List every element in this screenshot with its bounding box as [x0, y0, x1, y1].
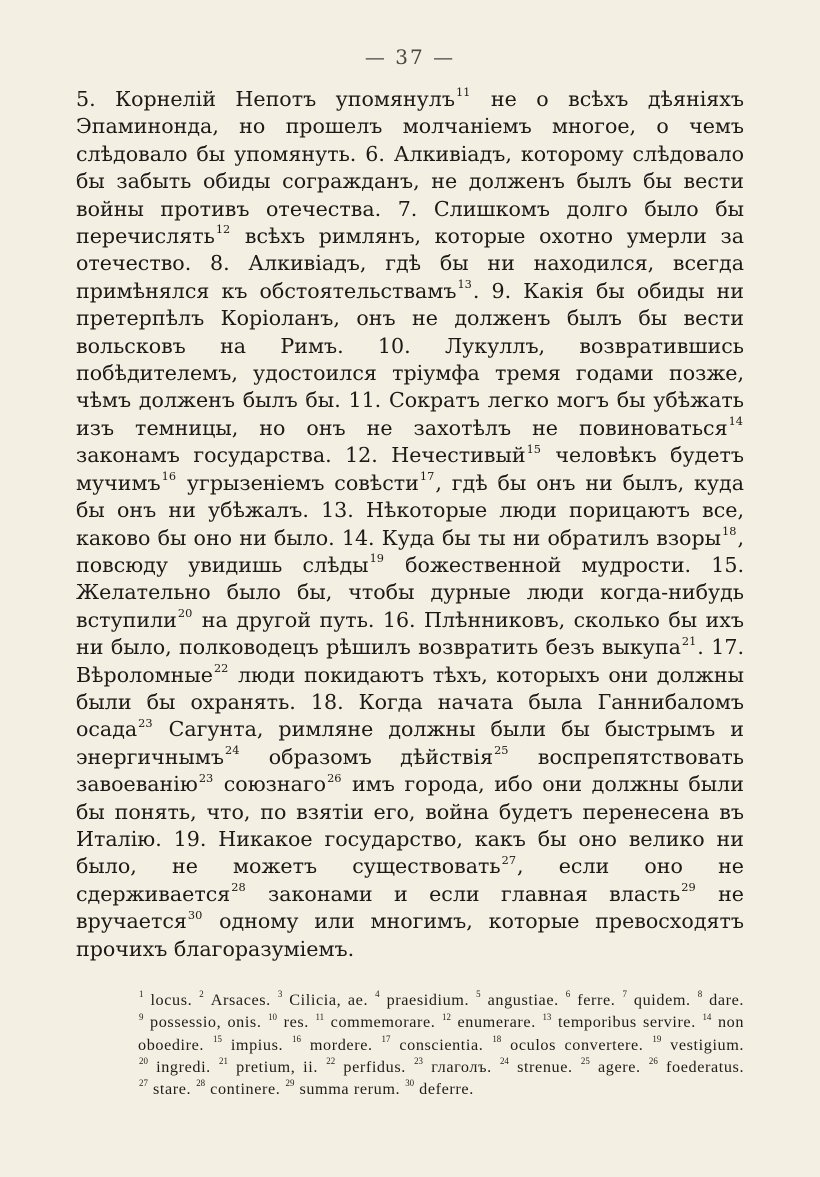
footnote-reference: 21: [681, 633, 697, 648]
footnote-item: [212, 1033, 284, 1054]
text-run: законамъ государства. 12. Нечестивый: [76, 443, 526, 468]
footnote-reference: 12: [215, 222, 231, 237]
footnote-number: 3: [277, 989, 283, 1000]
footnote-number: 17: [381, 1033, 391, 1044]
footnote-item: [651, 1033, 745, 1054]
footnote-text: foederatus.: [666, 1057, 745, 1076]
footnote-number: 24: [499, 1056, 509, 1067]
footnote-item: [404, 1080, 474, 1098]
footnote-item: [580, 1058, 641, 1076]
footnote-text: mordere.: [309, 1035, 373, 1054]
footnote-number: 11: [315, 1011, 325, 1022]
footnote-text: possessio, onis.: [150, 1013, 262, 1032]
footnote-number: 27: [139, 1078, 148, 1089]
footnote-text: oculos convertere.: [510, 1035, 644, 1054]
footnote-number: 5: [476, 989, 481, 1000]
footnote-text: vestigium.: [670, 1035, 745, 1054]
text-run: . 9. Какія бы обиды ни претерпѣлъ Коріоланъ, онъ не долженъ былъ бы вести вольсковъ на Римъ. 10. Лукуллъ, возвратившись побѣдителемъ, удостоился тріумфа тремя годами позже, чѣмъ долженъ былъ бы. 11. Сократъ легко могъ бы убѣжать изъ темницы, но онъ не захотѣлъ не повиноваться: [76, 278, 744, 440]
footnote-text: ingredi.: [156, 1057, 211, 1076]
footnote-text: pretium, ii.: [236, 1057, 319, 1076]
footnote-number: 2: [199, 989, 204, 1000]
footnote-item: [267, 1013, 309, 1031]
text-run: человѣкъ будетъ мучимъ: [76, 443, 744, 495]
text-run: одному или многимъ, которые превосходятъ прочихъ благоразуміемъ.: [76, 909, 744, 961]
footnote-number: 23: [414, 1056, 423, 1067]
footnote-reference: 18: [722, 523, 737, 538]
footnote-number: 6: [565, 989, 571, 1000]
footnote-number: 9: [139, 1011, 144, 1022]
footnote-text: non oboedire.: [138, 1013, 745, 1054]
footnote-number: 10: [268, 1011, 277, 1022]
footnote-item: [277, 991, 368, 1009]
text-run: 5. Корнелій Непотъ упомянулъ: [76, 87, 455, 111]
footnote-reference: 22: [213, 660, 229, 675]
footnote-text: quidem.: [633, 991, 691, 1009]
footnote-number: 29: [285, 1078, 295, 1089]
text-run: , гдѣ бы онъ ни былъ, куда бы онъ ни убѣжалъ. 13. Нѣкоторые люди порицаютъ все, каково бы оно ни было. 14. Куда бы ты ни обратилъ взоры: [76, 470, 744, 550]
footnote-item: [491, 1033, 644, 1054]
text-run: законами и если главная власть: [246, 881, 681, 906]
footnote-reference: 30: [187, 907, 203, 922]
footnote-number: 18: [492, 1033, 502, 1044]
footnote-item: [413, 1058, 492, 1076]
footnote-text: locus.: [150, 991, 193, 1009]
footnote-item: [374, 991, 469, 1009]
footnote-reference: 29: [681, 880, 696, 895]
footnote-text: stare.: [152, 1080, 192, 1099]
footnote-text: deferre.: [419, 1080, 474, 1099]
text-run: , повсюду увидишь слѣды: [76, 525, 744, 577]
footnote-item: [565, 991, 616, 1009]
footnote-text: impius.: [230, 1035, 284, 1054]
text-run: не вручается: [76, 881, 744, 934]
footnote-text: commemorare.: [330, 1013, 436, 1032]
footnote-number: 28: [196, 1078, 206, 1089]
text-run: божественной мудрости. 15. Желательно было бы, чтобы дурные люди когда-нибудь вступили: [76, 552, 744, 632]
footnotes-block: [76, 989, 744, 1100]
footnote-text: enumerare.: [457, 1013, 536, 1032]
footnote-text: ferre.: [577, 991, 616, 1009]
footnote-number: 19: [652, 1033, 662, 1044]
footnote-text: conscientia.: [399, 1035, 484, 1054]
footnote-reference: 17: [419, 469, 435, 484]
footnote-number: 21: [219, 1056, 228, 1067]
footnote-item: [325, 1058, 406, 1076]
footnote-item: [441, 1013, 536, 1031]
footnote-number: 15: [213, 1033, 222, 1044]
footnote-text: praesidium.: [386, 991, 470, 1009]
footnote-item: [648, 1058, 744, 1076]
footnote-reference: 13: [457, 277, 472, 292]
footnote-item: [285, 1080, 401, 1098]
footnote-number: 8: [697, 989, 703, 1000]
footnote-number: 16: [292, 1033, 301, 1044]
footnote-text: continere.: [210, 1080, 281, 1099]
footnote-number: 12: [442, 1011, 451, 1022]
footnote-item: [499, 1058, 573, 1076]
footnote-reference: 14: [728, 414, 743, 429]
text-run: угрызеніемъ совѣсти: [177, 470, 419, 495]
footnote-number: 25: [580, 1056, 590, 1067]
footnote-reference: 16: [161, 469, 177, 484]
footnote-item: [195, 1080, 280, 1098]
footnote-reference: 23: [138, 715, 153, 730]
footnote-reference: 28: [231, 880, 246, 895]
footnote-item: [621, 991, 690, 1009]
footnote-item: [138, 1013, 261, 1031]
footnote-reference: 26: [327, 770, 342, 785]
text-run: не о всѣхъ дѣяніяхъ Эпаминонда, но прошелъ молчаніемъ многое, о чемъ слѣдовало бы упомянуть. 6. Алкивіадъ, которому слѣдовало бы забыть обиды согражданъ, не долженъ былъ бы вести войны противъ отечества. 7. Слишкомъ долго было бы перечислять: [76, 87, 744, 249]
footnote-reference: 24: [225, 743, 240, 758]
footnote-reference: 23: [198, 770, 214, 785]
footnote-number: 14: [702, 1011, 712, 1022]
footnote-item: [138, 991, 192, 1009]
footnote-item: [138, 1058, 211, 1076]
footnote-number: 13: [542, 1011, 552, 1022]
footnote-text: strenue.: [517, 1057, 573, 1076]
text-run: на другой путь. 16. Плѣнниковъ, сколько бы ихъ ни было, полководецъ рѣшилъ возвратить безъ выкупа: [76, 607, 744, 660]
footnote-item: [381, 1033, 484, 1054]
text-run: , если оно не сдерживается: [76, 854, 744, 906]
text-run: люди покидаютъ тѣхъ, которыхъ они должны были бы охранять. 18. Когда начата была Ганнибаломъ осада: [76, 662, 744, 742]
footnote-number: 4: [375, 989, 380, 1000]
footnote-reference: 20: [177, 606, 193, 621]
footnote-reference: 19: [369, 551, 384, 566]
footnote-item: [138, 1080, 191, 1098]
footnote-text: Arsaces.: [210, 991, 271, 1009]
page-number: — 37 —: [364, 45, 456, 69]
footnote-item: [697, 991, 744, 1009]
footnote-item: [291, 1033, 373, 1054]
footnote-text: temporibus servire.: [557, 1013, 696, 1032]
main-text-paragraph: [76, 86, 744, 963]
footnote-reference: 27: [501, 852, 517, 867]
text-run: образомъ дѣйствія: [240, 744, 494, 769]
footnote-reference: 11: [455, 85, 471, 100]
footnote-text: agere.: [598, 1057, 641, 1076]
footnote-text: perfidus.: [343, 1057, 406, 1076]
footnote-item: [218, 1058, 318, 1076]
footnote-number: 7: [622, 989, 627, 1000]
footnote-number: 30: [405, 1078, 415, 1089]
footnote-reference: 15: [526, 441, 541, 456]
footnote-text: res.: [283, 1013, 309, 1032]
text-run: всѣхъ римлянъ, которые охотно умерли за отечество. 8. Алкивіадъ, гдѣ бы ни находился, всегда примѣнялся къ обстоятельствамъ: [76, 224, 744, 303]
footnote-text: summa rerum.: [299, 1080, 401, 1099]
footnote-text: angustiae.: [487, 991, 559, 1009]
footnote-number: 1: [139, 989, 144, 1000]
footnote-number: 26: [648, 1056, 658, 1067]
footnote-number: 22: [326, 1056, 336, 1067]
footnote-reference: 25: [494, 743, 509, 758]
footnote-text: глаголъ.: [431, 1057, 492, 1076]
text-run: имъ города, ибо они должны были бы понять, что, по взятіи его, война будетъ перенесена въ Италію. 19. Никакое государство, какъ бы оно велико ни было, не можетъ существовать: [76, 772, 744, 879]
text-run: Сагунта, римляне должны были бы быстрымъ и энергичнымъ: [76, 717, 744, 769]
footnote-item: [315, 1013, 436, 1031]
footnote-number: 20: [139, 1056, 148, 1067]
text-run: воспрепятствовать завоеванію: [76, 744, 744, 797]
text-run: союзнаго: [214, 772, 327, 797]
footnote-item: [198, 991, 271, 1009]
footnote-item: [475, 991, 559, 1009]
text-run: . 17. Вѣроломные: [76, 635, 744, 687]
footnote-item: [541, 1013, 695, 1031]
footnote-text: dare.: [709, 991, 745, 1009]
footnote-text: Cilicia, ae.: [289, 991, 369, 1009]
